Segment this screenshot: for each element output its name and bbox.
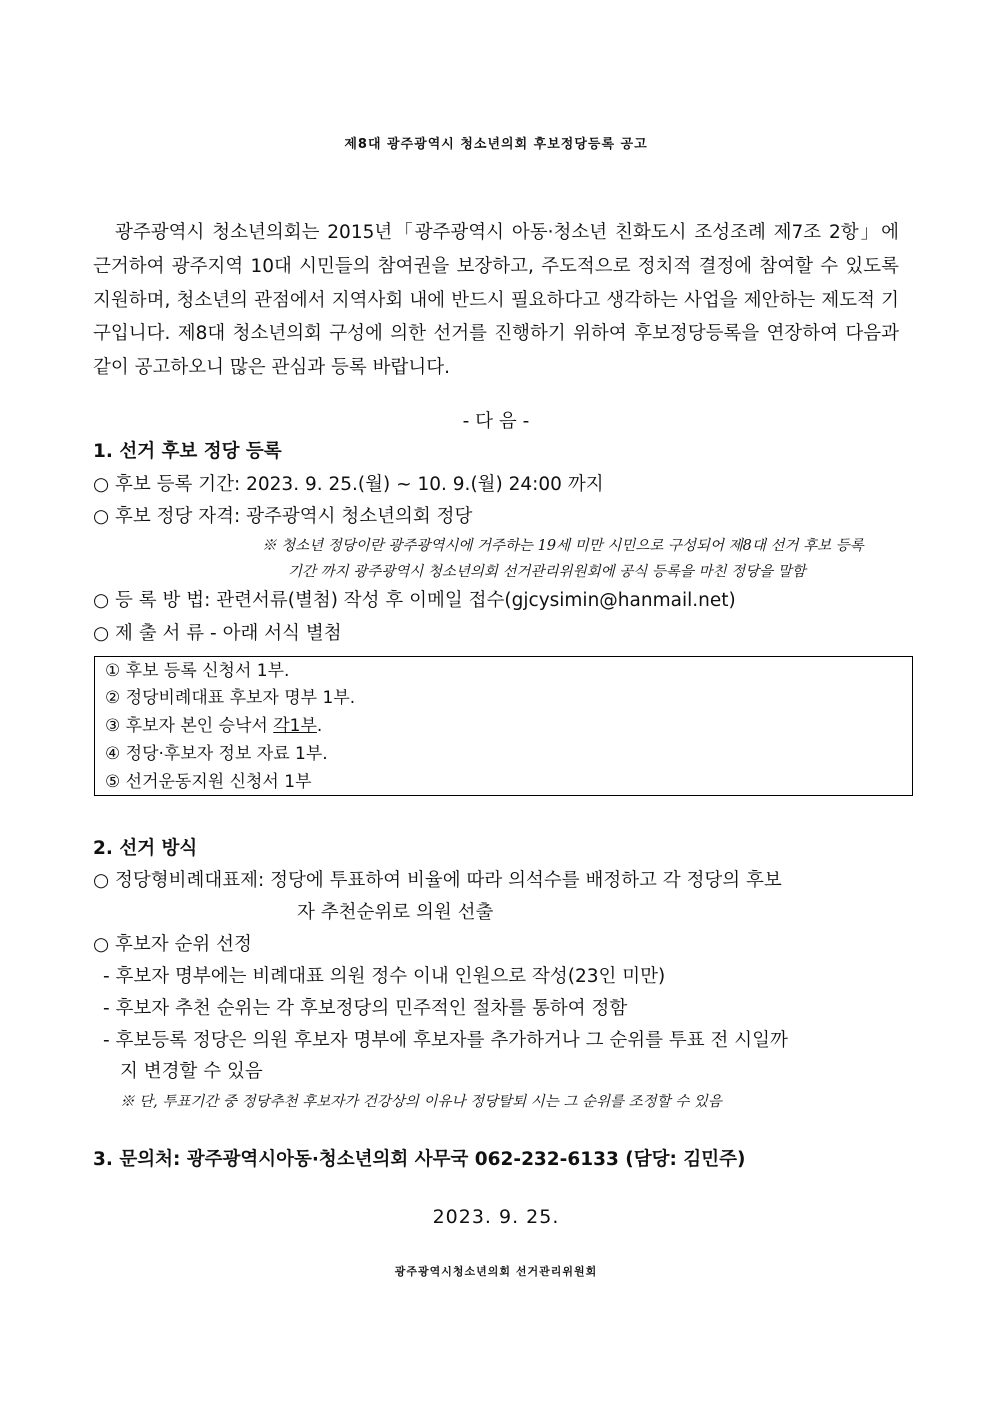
document-item: [105, 715, 322, 737]
election-system-line2: 자 추천순위로 의원 선출: [297, 902, 494, 923]
document-quantity-underlined: 각1부: [273, 716, 317, 736]
ranking-rule1: - 후보자 명부에는 비례대표 의원 정수 이내 인원으로 작성(23인 미만): [103, 966, 666, 987]
ranking-label: ○ 후보자 순위 선정: [93, 934, 252, 955]
party-qualification: ○ 후보 정당 자격: 광주광역시 청소년의회 정당: [93, 506, 473, 527]
intro-paragraph: 광주광역시 청소년의회는 2015년「광주광역시 아동·청소년 친화도시 조성조례 제7조 2항」에 근거하여 광주지역 10대 시민들의 참여권을 보장하고, 주도적으로 정치적 결정에 참여할 수 있도록 지원하며, 청소년의 관점에서 지역사회 내에 반드시 필요하다고 생각하는 사업을 제안하는 제도적 기구입니다. 제8대 청소년의회 구성에 의한 선거를 진행하기 위하여 후보정당등록을 연장하여 다음과 같이 공고하오니 많은 관심과 등록 바랍니다.: [93, 222, 899, 379]
announcement-date: 2023. 9. 25.: [432, 1206, 560, 1228]
document-item: ② 정당비례대표 후보자 명부 1부.: [105, 688, 356, 708]
document-item-text: ③ 후보자 본인 승낙서: [105, 716, 274, 736]
qualification-note-line1: ※ 청소년 정당이란 광주광역시에 거주하는 19세 미만 시민으로 구성되어 제8대 선거 후보 등록: [262, 538, 864, 554]
section2-heading: 2. 선거 방식: [93, 838, 198, 859]
document-item: ① 후보 등록 신청서 1부.: [105, 661, 290, 681]
document-item: ⑤ 선거운동지원 신청서 1부: [105, 772, 312, 792]
documents-box: [94, 656, 913, 796]
contact-info: 3. 문의처: 광주광역시아동·청소년의회 사무국 062-232-6133 (담당: 김민주): [93, 1149, 746, 1170]
registration-period: ○ 후보 등록 기간: 2023. 9. 25.(월) ~ 10. 9.(월) 24:00 까지: [93, 474, 604, 495]
documents-label: ○ 제 출 서 류 - 아래 서식 별첨: [93, 623, 342, 644]
ranking-rule3-line1: - 후보등록 정당은 의원 후보자 명부에 후보자를 추가하거나 그 순위를 투표 전 시일까: [103, 1030, 788, 1051]
page-title: 제8대 광주광역시 청소년의회 후보정당등록 공고: [344, 137, 648, 152]
issuer-name: 광주광역시청소년의회 선거관리위원회: [394, 1265, 598, 1278]
election-system-line1: ○ 정당형비례대표제: 정당에 투표하여 비율에 따라 의석수를 배정하고 각 정당의 후보: [93, 870, 782, 891]
ranking-rule3-line2: 지 변경할 수 있음: [120, 1061, 263, 1082]
divider-label: - 다 음 -: [462, 411, 530, 432]
qualification-note-line2: 기간 까지 광주광역시 청소년의회 선거관리위원회에 공식 등록을 마친 정당을 말함: [288, 564, 806, 580]
section1-heading: 1. 선거 후보 정당 등록: [93, 441, 282, 462]
document-item: ④ 정당·후보자 정보 자료 1부.: [105, 744, 328, 764]
ranking-note: ※ 단, 투표기간 중 정당추천 후보자가 건강상의 이유나 정당탈퇴 시는 그 순위를 조정할 수 있음: [120, 1094, 722, 1110]
registration-method: ○ 등 록 방 법: 관련서류(별첨) 작성 후 이메일 접수(gjcysimin@hanmail.net): [93, 590, 736, 611]
document-item-suffix: .: [316, 716, 323, 736]
ranking-rule2: - 후보자 추천 순위는 각 후보정당의 민주적인 절차를 통하여 정함: [103, 998, 628, 1019]
